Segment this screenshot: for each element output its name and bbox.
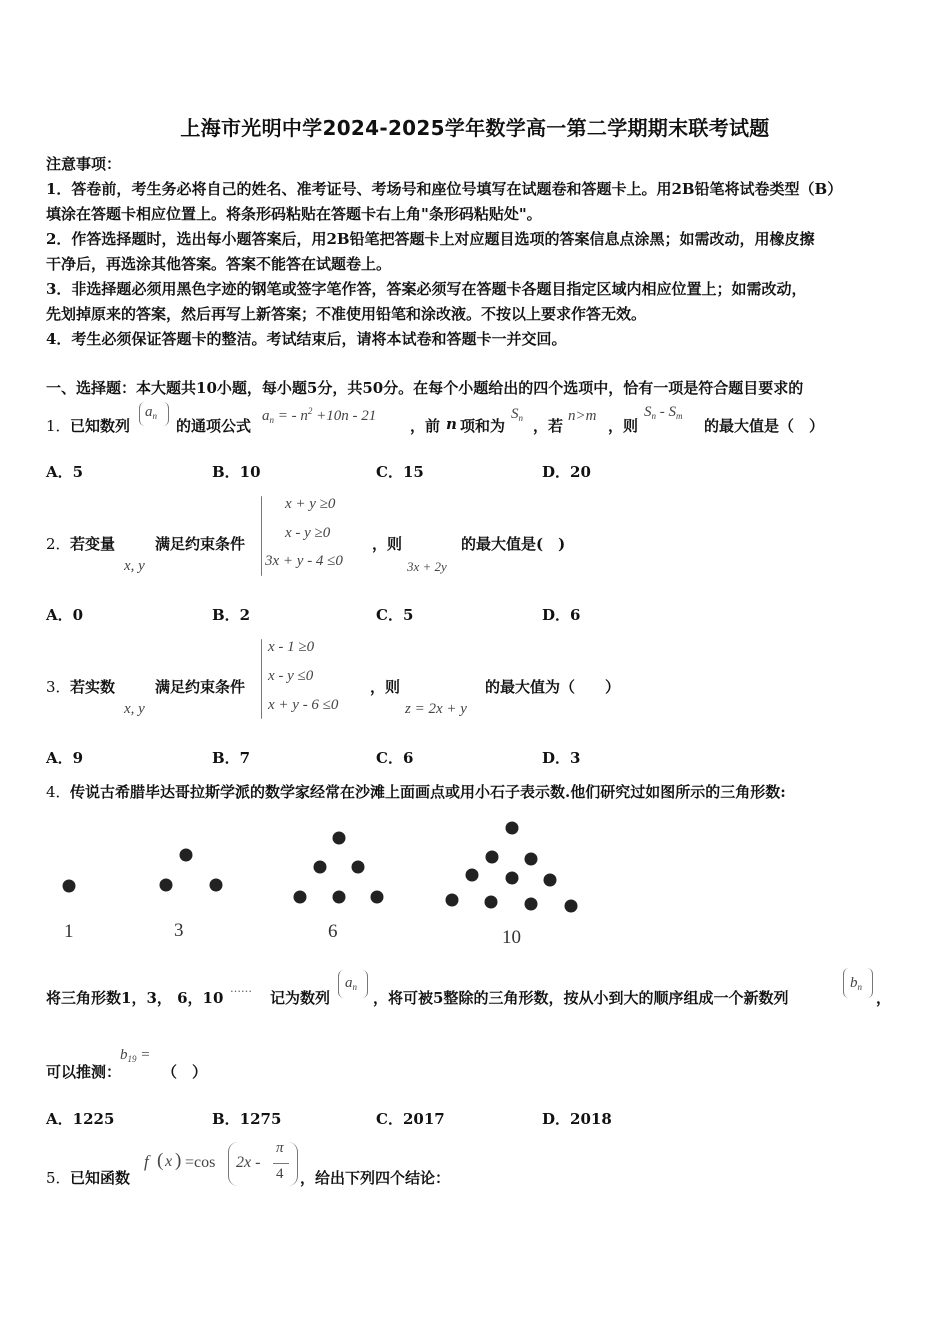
- option-d: D．2018: [542, 1110, 612, 1128]
- q4-line2-text-1: 将三角形数1，3， 6，10: [46, 989, 224, 1007]
- stone-dot: [485, 896, 498, 909]
- q1-text-7: 的最大值是（ ）: [704, 417, 825, 435]
- stone-dot: [333, 891, 346, 904]
- q2-text-2: 满足约束条件: [155, 535, 246, 553]
- q1-Sn: $S_n$: [511, 406, 523, 423]
- question-number: 2．: [46, 535, 71, 553]
- q5-four: 4: [276, 1166, 284, 1182]
- figure-label-10: 10: [502, 927, 521, 948]
- q2-objective: 3x + 2y: [407, 559, 447, 574]
- option-a: A．5: [46, 463, 84, 481]
- q5-text-1: 已知函数: [70, 1169, 131, 1187]
- q4-line2-text-2: 记为数列: [270, 989, 331, 1007]
- option-d: D．6: [542, 606, 581, 624]
- q4-b19: $b_{19}$ =: [120, 1047, 151, 1064]
- option-c: C．2017: [376, 1110, 445, 1128]
- q1-text-4: 项和为: [460, 417, 506, 435]
- q4-line2-text-4: ，: [876, 989, 892, 1007]
- option-d: D．20: [542, 463, 591, 481]
- q3-constraint-brace: [261, 639, 262, 719]
- question-number: 1．: [46, 417, 71, 435]
- q1-text-3: ，前: [410, 417, 441, 435]
- q5-cos: =cos: [185, 1154, 216, 1171]
- q2-vars: x, y: [124, 558, 145, 574]
- stone-dot: [525, 898, 538, 911]
- q3-constraint-1: x - 1 ≥0: [268, 639, 315, 655]
- notice-line: 3．非选择题必须用黑色字迹的钢笔或签字笔作答，答案必须写在答题卡各题目指定区域内相应位置上；如需改动，: [46, 280, 807, 298]
- triangular-numbers-figure: [40, 815, 600, 950]
- option-c: C．5: [376, 606, 414, 624]
- q3-text-3: ，则: [370, 678, 401, 696]
- q4-line3-text-1: 可以推测：: [46, 1063, 122, 1081]
- stone-dot: [565, 900, 578, 913]
- notice-line: 先划掉原来的答案，然后再写上新答案；不准使用铅笔和涂改液。不按以上要求作答无效。: [46, 305, 647, 323]
- q2-constraint-1: x + y ≥0: [285, 496, 336, 512]
- stone-dot: [466, 869, 479, 882]
- q3-text-4: 的最大值为（ ）: [485, 678, 621, 696]
- stone-dot: [294, 891, 307, 904]
- question-number: 3．: [46, 678, 71, 696]
- figure-label-3: 3: [174, 920, 184, 941]
- q2-constraint-2: x - y ≥0: [285, 525, 331, 541]
- stone-dot: [333, 832, 346, 845]
- stone-dot: [352, 861, 365, 874]
- q4-seq-a: $a_n$: [345, 975, 357, 992]
- question-number: 5．: [46, 1169, 71, 1187]
- section-heading: 一、选择题：本大题共10小题，每小题5分，共50分。在每个小题给出的四个选项中，恰有一项是符合题目要求的: [46, 379, 804, 397]
- page-title: 上海市光明中学2024-2025学年数学高一第二学期期末联考试题: [180, 116, 770, 140]
- q3-vars: x, y: [124, 701, 145, 717]
- q4-line2-text-3: ，将可被5整除的三角形数，按从小到大的顺序组成一个新数列: [373, 989, 789, 1007]
- q1-Sn-minus-Sm: $S_n - S_m$: [644, 404, 683, 421]
- option-c: C．15: [376, 463, 424, 481]
- notice-line: 2．作答选择题时，选出每小题答案后，用2B铅笔把答题卡上对应题目选项的答案信息点涂黑；如需改动，用橡皮擦: [46, 230, 815, 248]
- q3-text-2: 满足约束条件: [155, 678, 246, 696]
- q1-condition: n>m: [568, 408, 597, 424]
- option-b: B．2: [212, 606, 251, 624]
- figure-label-1: 1: [64, 921, 74, 942]
- stone-dot: [506, 822, 519, 835]
- option-a: A．0: [46, 606, 84, 624]
- q3-constraint-2: x - y ≤0: [268, 668, 314, 684]
- option-b: B．10: [212, 463, 261, 481]
- q5-x: x: [165, 1153, 173, 1170]
- figure-label-6: 6: [328, 921, 338, 942]
- stone-dot: [160, 879, 173, 892]
- option-b: B．7: [212, 749, 251, 767]
- question-number: 4．: [46, 783, 71, 801]
- q4-seq-b: $b_n$: [850, 975, 862, 992]
- q1-text-5: ，若: [533, 417, 564, 435]
- q1-text-2: 的通项公式: [176, 417, 252, 435]
- option-a: A．9: [46, 749, 84, 767]
- notice-line: 4．考生必须保证答题卡的整洁。考试结束后，请将本试卷和答题卡一并交回。: [46, 330, 567, 348]
- q2-text-4: 的最大值是( ): [461, 535, 566, 553]
- q2-text-3: ，则: [372, 535, 403, 553]
- q2-constraint-brace: [261, 496, 262, 576]
- q3-text-1: 若实数: [70, 678, 116, 696]
- stone-dot: [63, 880, 76, 893]
- q3-objective: z = 2x + y: [405, 701, 467, 717]
- q1-n: n: [446, 415, 457, 433]
- notice-heading: 注意事项：: [46, 155, 122, 173]
- q1-formula: $a_n$ = - $n^2 +10n - 21$: [262, 406, 377, 425]
- option-a: A．1225: [46, 1110, 115, 1128]
- option-b: B．1275: [212, 1110, 282, 1128]
- notice-line: 干净后，再选涂其他答案。答案不能答在试题卷上。: [46, 255, 392, 273]
- stone-dot: [446, 894, 459, 907]
- q4-ellipsis: ……: [230, 982, 252, 995]
- stone-dot: [210, 879, 223, 892]
- q4-line3-text-2: （ ）: [162, 1063, 208, 1081]
- stone-dot: [486, 851, 499, 864]
- q4-stem: 传说古希腊毕达哥拉斯学派的数学家经常在沙滩上面画点或用小石子表示数.他们研究过如图所示的三角形数:: [70, 783, 786, 801]
- q1-text-1: 已知数列: [70, 417, 131, 435]
- notice-line: 1．答卷前，考生务必将自己的姓名、准考证号、考场号和座位号填写在试题卷和答题卡上。用2B铅笔将试卷类型（B）: [46, 180, 843, 198]
- q5-text-2: ，给出下列四个结论：: [300, 1169, 451, 1187]
- stone-dot: [506, 872, 519, 885]
- stone-dot: [544, 874, 557, 887]
- q1-seq-a: $a_n$: [145, 404, 157, 421]
- stone-dot: [371, 891, 384, 904]
- q2-constraint-3: 3x + y - 4 ≤0: [265, 553, 343, 569]
- q2-text-1: 若变量: [70, 535, 116, 553]
- q5-arg: 2x -: [236, 1154, 261, 1171]
- stone-dot: [314, 861, 327, 874]
- q1-text-6: ，则: [608, 417, 639, 435]
- stone-dot: [180, 849, 193, 862]
- q5-pi: π: [276, 1140, 284, 1156]
- q3-constraint-3: x + y - 6 ≤0: [268, 697, 339, 713]
- option-c: C．6: [376, 749, 414, 767]
- notice-line: 填涂在答题卡相应位置上。将条形码粘贴在答题卡右上角"条形码粘贴处"。: [46, 205, 542, 223]
- stone-dot: [525, 853, 538, 866]
- option-d: D．3: [542, 749, 581, 767]
- fraction-bar: [273, 1163, 289, 1164]
- q5-f: f: [144, 1152, 149, 1171]
